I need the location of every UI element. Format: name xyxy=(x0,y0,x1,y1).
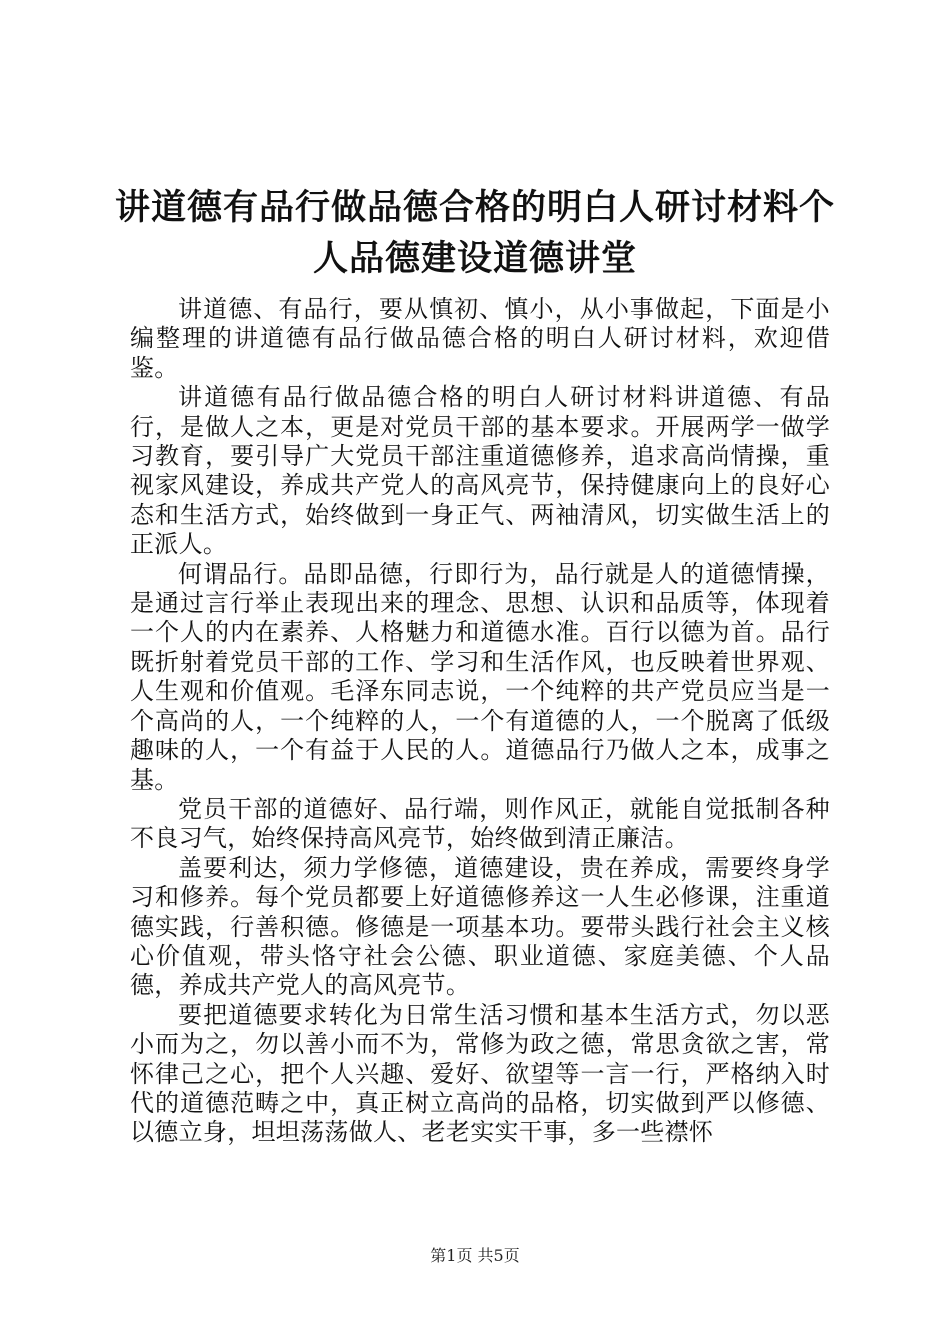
paragraph: 何谓品行。品即品德，行即行为，品行就是人的道德情操，是通过言行举止表现出来的理念、思想、认识和品质等，体现着一个人的内在素养、人格魅力和道德水准。百行以德为首。品行既折射着党员干部的工作、学习和生活作风，也反映着世界观、人生观和价值观。毛泽东同志说，一个纯粹的共产党员应当是一个高尚的人，一个纯粹的人，一个有道德的人，一个脱离了低级趣味的人，一个有益于人民的人。道德品行乃做人之本，成事之基。 xyxy=(130,559,830,794)
paragraph: 要把道德要求转化为日常生活习惯和基本生活方式，勿以恶小而为之，勿以善小而不为，常修为政之德，常思贪欲之害，常怀律己之心，把个人兴趣、爱好、欲望等一言一行，严格纳入时代的道德范畴之中，真正树立高尚的品格，切实做到严以修德、以德立身，坦坦荡荡做人、老老实实干事，多一些襟怀 xyxy=(130,1000,830,1147)
page-number-footer: 第1页 共5页 xyxy=(430,1246,520,1265)
paragraph: 讲道德、有品行，要从慎初、慎小，从小事做起，下面是小编整理的讲道德有品行做品德合格的明白人研讨材料，欢迎借鉴。 xyxy=(130,295,830,382)
paragraph: 党员干部的道德好、品行端，则作风正，就能自觉抵制各种不良习气，始终保持高风亮节，始终做到清正廉洁。 xyxy=(130,794,830,853)
paragraph: 盖要利达，须力学修德，道德建设，贵在养成，需要终身学习和修养。每个党员都要上好道德修养这一人生必修课，注重道德实践，行善积德。修德是一项基本功。要带头践行社会主义核心价值观，带头恪守社会公德、职业道德、家庭美德、个人品德，养成共产党人的高风亮节。 xyxy=(130,853,830,1000)
document-title: 讲道德有品行做品德合格的明白人研讨材料个人品德建设道德讲堂 xyxy=(114,187,835,279)
document-body xyxy=(130,295,830,1148)
paragraph: 讲道德有品行做品德合格的明白人研讨材料讲道德、有品行，是做人之本，更是对党员干部的基本要求。开展两学一做学习教育，要引导广大党员干部注重道德修养，追求高尚情操，重视家风建设，养成共产党人的高风亮节，保持健康向上的良好心态和生活方式，始终做到一身正气、两袖清风，切实做生活上的正派人。 xyxy=(130,383,830,559)
